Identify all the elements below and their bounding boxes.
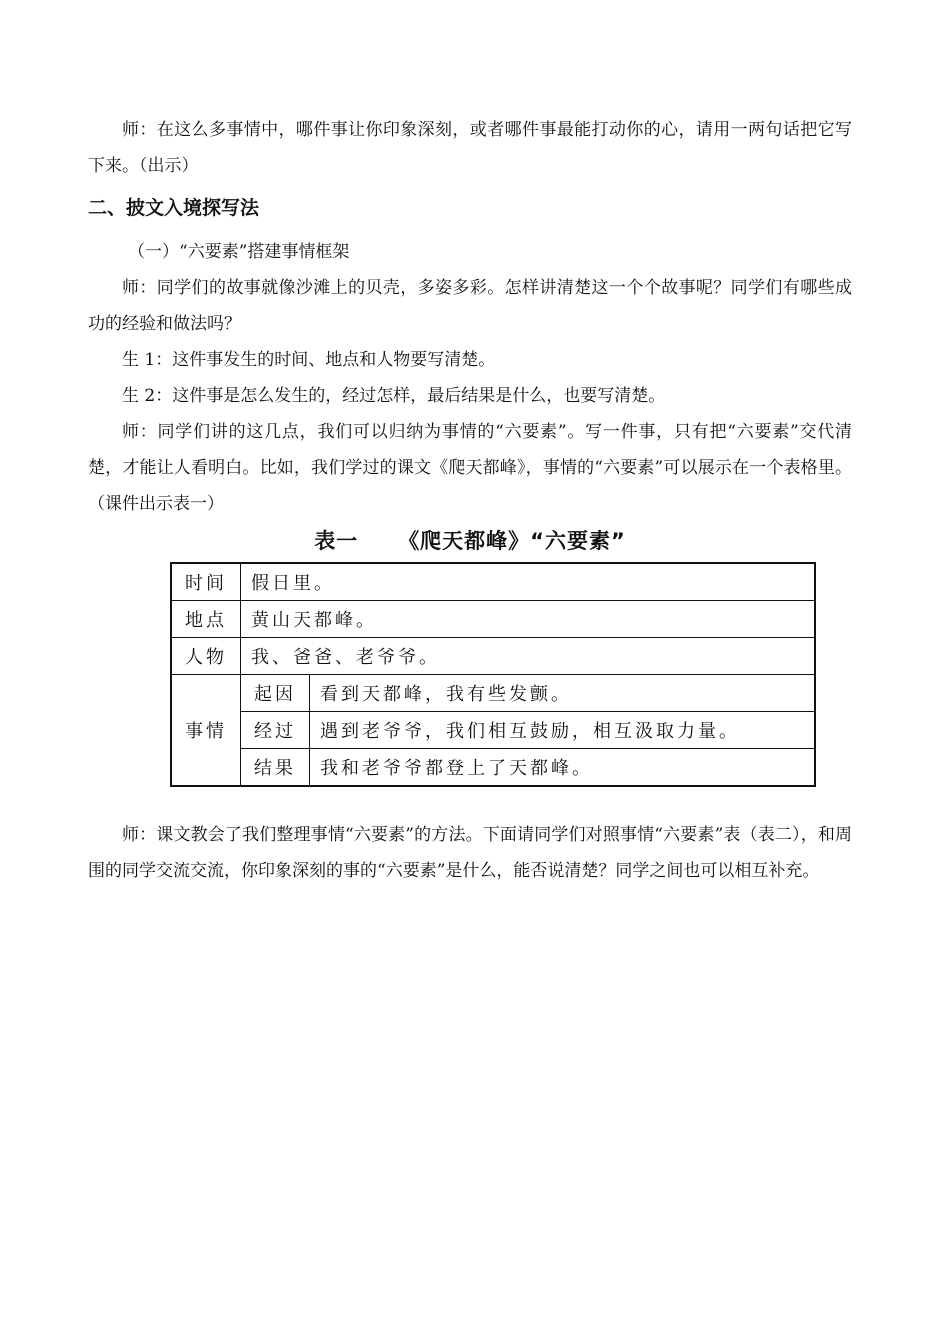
table-row-cause [171,675,815,712]
table-title-text: 《爬天都峰》“六要素” [398,529,626,553]
paragraph-student-1: 生 1：这件事发生的时间、地点和人物要写清楚。 [122,350,496,370]
table-row-process [171,712,815,749]
cell-process-label: 经过 [241,712,310,749]
document-page [88,112,852,889]
cell-process-value: 遇到老爷爷，我们相互鼓励，相互汲取力量。 [310,712,816,749]
paragraph-student-2: 生 2：这件事是怎么发生的，经过怎样，最后结果是什么，也要写清楚。 [122,386,666,406]
cell-people-value: 我、爸爸、老爷爷。 [241,638,816,675]
cell-time-value: 假日里。 [241,563,816,601]
paragraph-teacher-prompt: 师：在这么多事情中，哪件事让你印象深刻，或者哪件事最能打动你的心，请用一两句话把它写下来。（出示） [88,120,852,176]
cell-place-label: 地点 [171,601,241,638]
table-row-people [171,638,815,675]
table-row-place [171,601,815,638]
section-heading: 二、披文入境探写法 [88,197,260,219]
six-elements-table [170,562,816,787]
cell-people-label: 人物 [171,638,241,675]
table-row-result [171,749,815,787]
cell-cause-label: 起因 [241,675,310,712]
cell-result-label: 结果 [241,749,310,787]
paragraph-teacher-instruction: 师：课文教会了我们整理事情“六要素”的方法。下面请同学们对照事情“六要素”表（表二），和周围的同学交流交流，你印象深刻的事的“六要素”是什么，能否说清楚？同学之间也可以相互补充。 [88,825,852,881]
subheading: （一）“六要素”搭建事情框架 [128,242,350,262]
table-title [88,526,852,556]
cell-cause-value: 看到天都峰，我有些发颤。 [310,675,816,712]
cell-event-label: 事情 [171,675,241,787]
table-title-number: 表一 [314,529,359,553]
table-row-time [171,563,815,601]
paragraph-teacher-summary: 师：同学们讲的这几点，我们可以归纳为事情的“六要素”。写一件事，只有把“六要素”交代清楚，才能让人看明白。比如，我们学过的课文《爬天都峰》，事情的“六要素”可以展示在一个表格里。（课件出示表一） [88,422,852,514]
cell-time-label: 时间 [171,563,241,601]
cell-place-value: 黄山天都峰。 [241,601,816,638]
paragraph-teacher-question: 师：同学们的故事就像沙滩上的贝壳，多姿多彩。怎样讲清楚这一个个故事呢？同学们有哪些成功的经验和做法吗？ [88,278,852,334]
cell-result-value: 我和老爷爷都登上了天都峰。 [310,749,816,787]
